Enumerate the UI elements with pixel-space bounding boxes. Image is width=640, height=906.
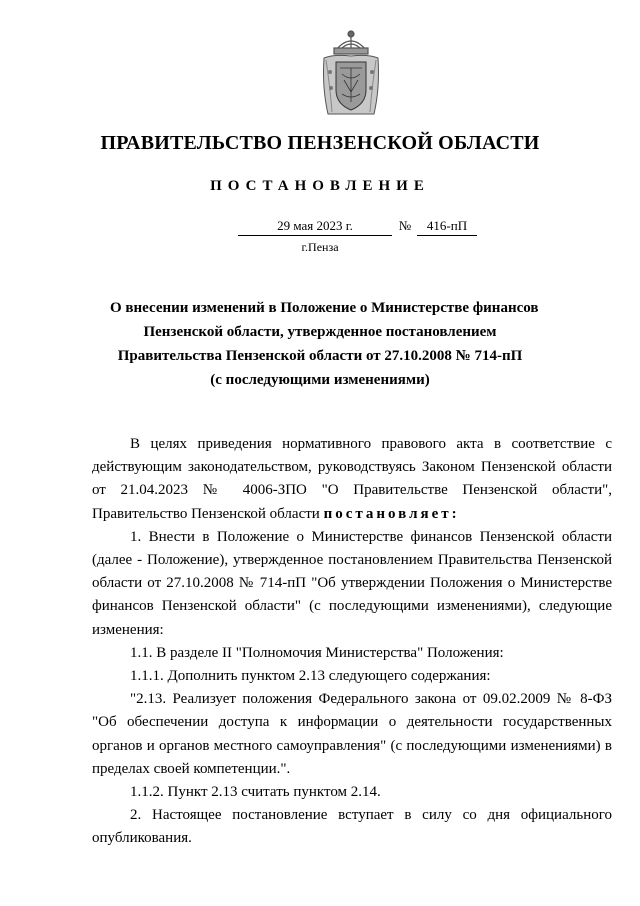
subject-line-3: Правительства Пензенской области от 27.10.2008 № 714-пП bbox=[117, 348, 523, 364]
government-title: ПРАВИТЕЛЬСТВО ПЕНЗЕНСКОЙ ОБЛАСТИ bbox=[100, 132, 540, 154]
document-date: 29 мая 2023 г. bbox=[238, 218, 392, 236]
paragraph-1-1-2: 1.1.2. Пункт 2.13 считать пунктом 2.14. bbox=[130, 784, 381, 801]
document-subject bbox=[110, 296, 539, 392]
document-number: 416-пП bbox=[417, 218, 477, 236]
paragraph-2-13-quote: "2.13. Реализует положения Федерального закона от 09.02.2009 № 8-ФЗ "Об обеспечении доступа к информации о деятельности государственных органов и органов местного самоуправления" (с последующими изменениями) в пределах своей компетенции.". bbox=[92, 691, 612, 777]
intro-text: В целях приведения нормативного правового акта в соответствие с действующим законодательством, руководствуясь Законом Пензенской области от 21.04.2023 № 4006-ЗПО "О Правительстве Пензенской области", Правительство Пензенской области bbox=[92, 436, 612, 522]
document-body bbox=[92, 433, 612, 851]
paragraph-1-1: 1.1. В разделе II "Полномочия Министерства" Положения: bbox=[130, 644, 504, 661]
intro-paragraph bbox=[92, 433, 612, 526]
subject-line-4: (с последующими изменениями) bbox=[210, 372, 430, 388]
document-type: ПОСТАНОВЛЕНИЕ bbox=[210, 178, 430, 194]
city: г.Пенза bbox=[301, 240, 339, 254]
paragraph-1: 1. Внести в Положение о Министерстве финансов Пензенской области (далее - Положение), утвержденное постановлением Правительства Пензенской области от 27.10.2008 № 714-пП "Об утверждении Положения о Министерстве финансов Пензенской области" (с последующими изменениями), следующие изменения: bbox=[92, 528, 612, 638]
subject-line-1: О внесении изменений в Положение о Министерстве финансов bbox=[110, 300, 539, 316]
paragraph-2: 2. Настоящее постановление вступает в силу со дня официального опубликования. bbox=[92, 807, 612, 847]
number-sign: № bbox=[398, 218, 412, 233]
paragraph-1-1-1: 1.1.1. Дополнить пунктом 2.13 следующего содержания: bbox=[130, 668, 491, 685]
decree-word: постановляет: bbox=[323, 505, 460, 522]
coat-of-arms-emblem bbox=[318, 28, 384, 120]
subject-line-2: Пензенской области, утвержденное постановлением bbox=[143, 324, 497, 340]
